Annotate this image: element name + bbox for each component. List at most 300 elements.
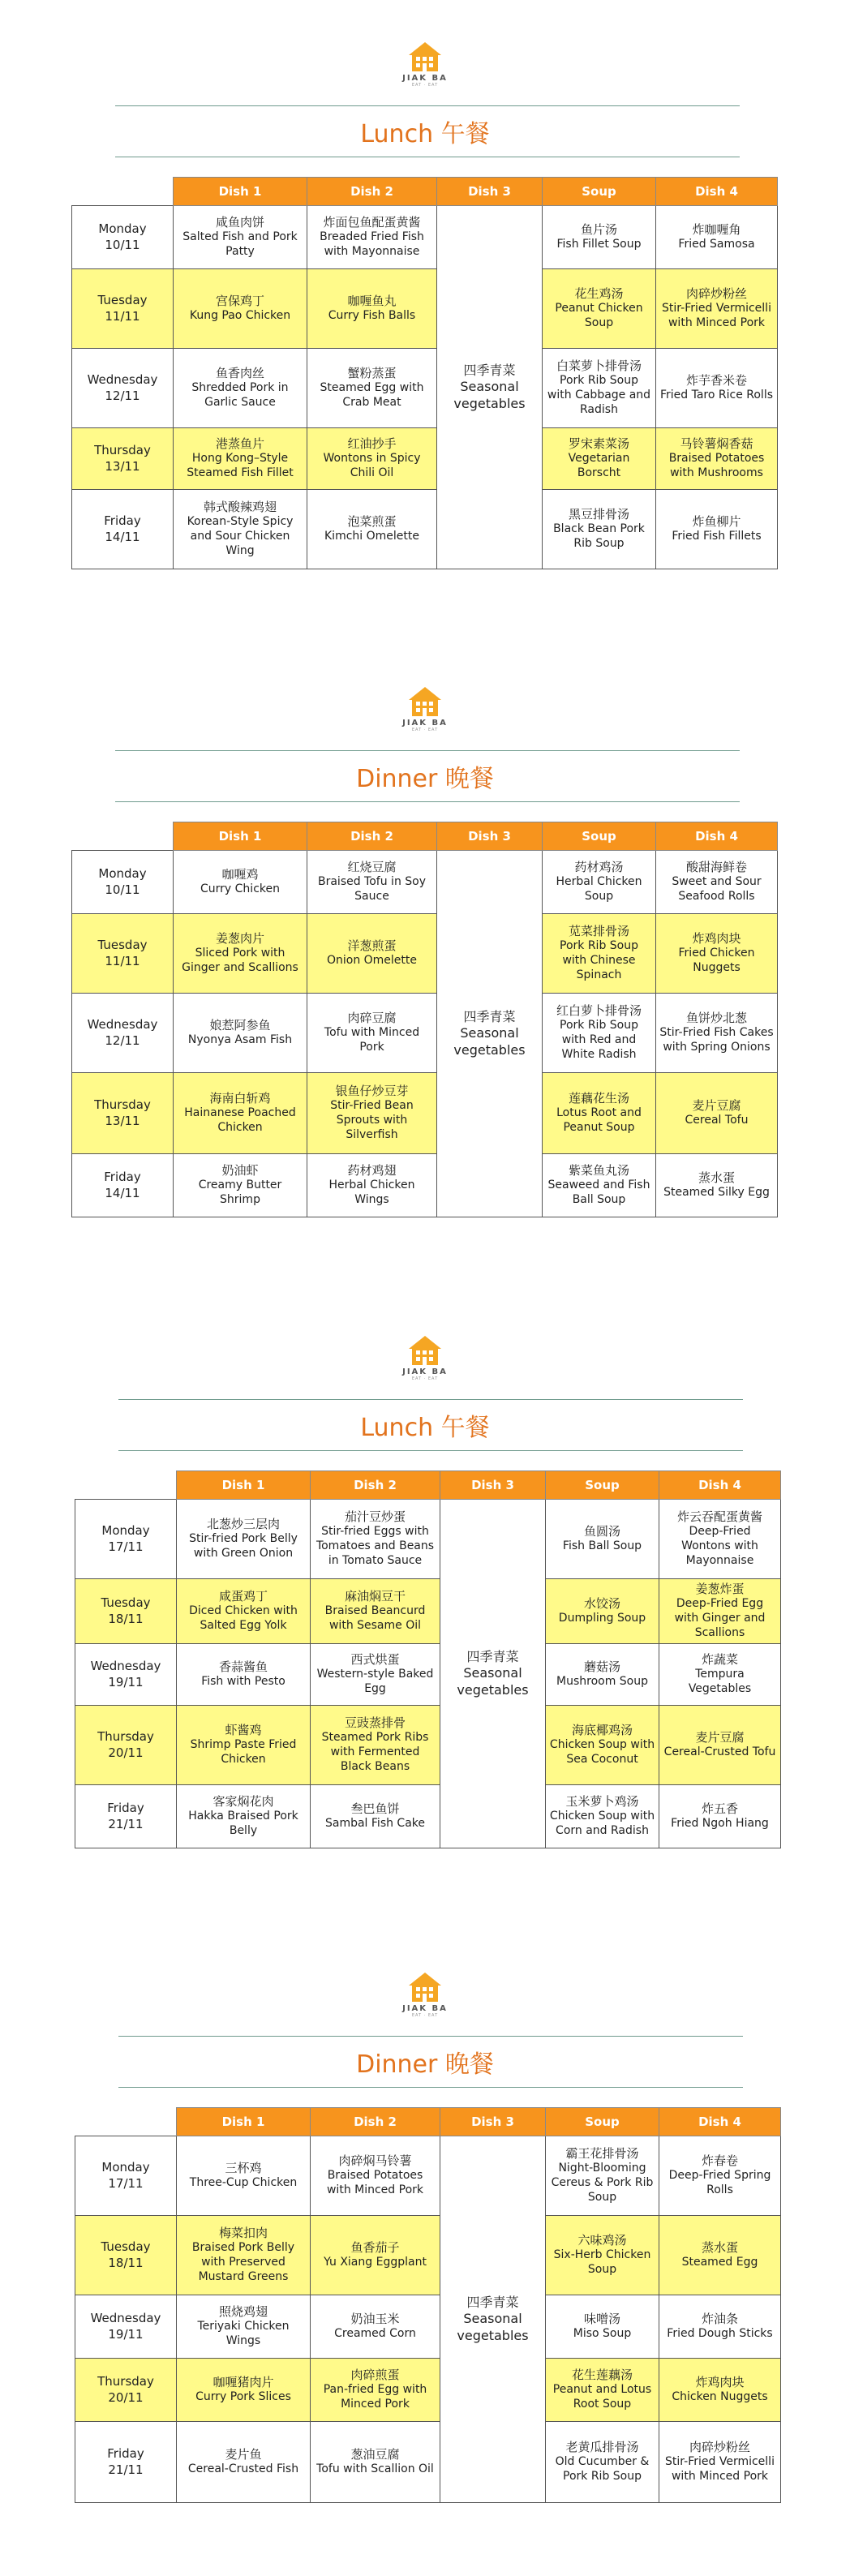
dish2-cell (311, 2295, 440, 2359)
dish4-cell (659, 1706, 781, 1785)
dish4-cell (656, 1154, 778, 1217)
dish2-cell (311, 2422, 440, 2503)
dish2-cell (307, 206, 437, 269)
header-dish1: Dish 1 (177, 2108, 311, 2136)
header-soup: Soup (546, 1471, 659, 1500)
soup-cell (543, 490, 656, 569)
dish-name-cn: 北葱炒三层肉 (206, 1517, 280, 1531)
dish-name-en: Kung Pao Chicken (189, 309, 291, 323)
dish-name-cn: 海底椰鸡汤 (571, 1723, 633, 1737)
dish-name-en: Cereal Tofu (685, 1114, 749, 1127)
title-rule-top (115, 105, 740, 106)
dish1-cell (174, 1073, 307, 1154)
header-dish1: Dish 1 (174, 822, 307, 851)
title-rule-bottom (118, 1450, 743, 1451)
menu-row (75, 2359, 781, 2422)
dish-name-en: Shredded Pork in Garlic Sauce (191, 381, 289, 410)
dish-name-cn: 炸春卷 (701, 2153, 738, 2168)
day-cell (72, 1154, 174, 1217)
dish-name-cn: 韩式酸辣鸡翅 (203, 500, 277, 515)
dish-name-en: Seaweed and Fish Ball Soup (547, 1179, 650, 1207)
dish-name-en: Fried Dough Sticks (667, 2327, 773, 2341)
menu-row (75, 2295, 781, 2359)
day-name: Wednesday (87, 372, 158, 388)
menu-title: Dinner 晚餐 (356, 765, 494, 793)
dish3-seasonal-vegetables (437, 851, 543, 1217)
menu-title: Lunch 午餐 (360, 120, 490, 148)
dish-name-cn: 老黄瓜排骨汤 (565, 2440, 639, 2454)
dish-name-cn: 鱼香肉丝 (215, 366, 264, 380)
brand-name: JIAK BA (402, 74, 448, 83)
dish-name-en: Shrimp Paste Fried Chicken (190, 1738, 297, 1767)
day-date: 19/11 (108, 1674, 144, 1689)
day-name: Tuesday (97, 293, 148, 308)
day-date: 20/11 (108, 1745, 144, 1760)
soup-cell (546, 2136, 659, 2216)
dish4-cell (659, 1579, 781, 1644)
dish-name-en: Cereal-Crusted Fish (187, 2462, 299, 2476)
menu-row (72, 1154, 778, 1217)
dish2-cell (307, 914, 437, 994)
dish-name-en: Braised Potatoes with Mushrooms (668, 452, 765, 480)
dish2-cell (307, 269, 437, 349)
dish1-cell (177, 2295, 311, 2359)
dish4-cell (656, 349, 778, 428)
menu-row (72, 428, 778, 490)
dish-name-en: Stir-fried Eggs with Tomatoes and Beans in Tomato Sauce (316, 1525, 435, 1568)
day-cell (72, 428, 174, 490)
dish1-cell (174, 1154, 307, 1217)
header-dish2: Dish 2 (307, 822, 437, 851)
dish-name-en: Creamy Butter Shrimp (198, 1179, 282, 1207)
dish-name-cn: 花生鸡汤 (574, 286, 624, 301)
dish3-name-en: Seasonal vegetables (453, 1025, 526, 1058)
dish-name-cn: 鱼圆汤 (583, 1523, 620, 1539)
dish4-cell (656, 428, 778, 490)
dish-name-en: Curry Chicken (200, 882, 280, 896)
day-name: Monday (98, 221, 147, 237)
soup-cell (546, 1500, 659, 1579)
dish-name-en: Fried Samosa (678, 238, 755, 251)
dish-name-cn: 奶油玉米 (350, 2311, 400, 2326)
dish3-name-cn: 四季青菜 (463, 1008, 516, 1024)
dish2-cell (311, 1706, 440, 1785)
dish3-name-cn: 四季青菜 (466, 1648, 519, 1664)
day-date: 17/11 (108, 2175, 144, 2191)
soup-cell (546, 1706, 659, 1785)
day-name: Monday (98, 866, 147, 882)
dish-name-en: Chicken Nuggets (672, 2390, 768, 2404)
dish4-cell (656, 1073, 778, 1154)
jiak-ba-logo (393, 41, 457, 97)
dish4-cell (659, 2422, 781, 2503)
dish-name-cn: 麦片鱼 (225, 2446, 262, 2462)
dish3-name-cn: 四季青菜 (463, 362, 516, 378)
dish-name-cn: 红白萝卜排骨汤 (556, 1003, 642, 1019)
dish4-cell (656, 994, 778, 1073)
dish-name-en: Lotus Root and Peanut Soup (556, 1106, 642, 1135)
soup-cell (543, 206, 656, 269)
dish-name-cn: 白菜萝卜排骨汤 (556, 358, 642, 374)
day-cell (72, 1073, 174, 1154)
header-dish2: Dish 2 (307, 178, 437, 206)
dish1-cell (174, 269, 307, 349)
dish-name-en: Nyonya Asam Fish (187, 1033, 293, 1047)
dish-name-cn: 麦片豆腐 (695, 1729, 745, 1745)
dish1-cell (174, 428, 307, 490)
dish-name-cn: 六味鸡汤 (577, 2233, 627, 2248)
dish-name-cn: 洋葱煎蛋 (347, 938, 397, 953)
dish2-cell (307, 490, 437, 569)
dish-name-en: Dumpling Soup (558, 1612, 646, 1625)
dish-name-en: Black Bean Pork Rib Soup (553, 522, 645, 551)
header-dish3: Dish 3 (437, 822, 543, 851)
dish-name-en: Onion Omelette (326, 954, 418, 968)
dish-name-en: Hainanese Poached Chicken (184, 1106, 296, 1135)
soup-cell (546, 2295, 659, 2359)
dish-name-cn: 蒸水蛋 (701, 2239, 738, 2255)
dish-name-cn: 宫保鸡丁 (215, 293, 264, 308)
header-day (72, 178, 174, 206)
dish-name-en: Creamed Corn (334, 2327, 416, 2341)
dish4-cell (659, 2359, 781, 2422)
dish-name-en: Stir-Fried Vermicelli with Minced Pork (665, 2455, 775, 2484)
dish4-cell (659, 2136, 781, 2216)
menu-title: Lunch 午餐 (360, 1414, 490, 1442)
title-rule-top (118, 1399, 743, 1400)
dish-name-en: Sweet and Sour Seafood Rolls (672, 875, 762, 904)
dish1-cell (177, 1500, 311, 1579)
dish-name-cn: 海南白斩鸡 (209, 1091, 271, 1106)
day-name: Friday (104, 513, 141, 529)
dish-name-en: Braised Potatoes with Minced Pork (326, 2169, 423, 2197)
menu-row (72, 914, 778, 994)
dish-name-en: Chicken Soup with Corn and Radish (549, 1810, 655, 1838)
dish-name-en: Tofu with Scallion Oil (316, 2462, 434, 2476)
dish-name-cn: 娘惹阿参鱼 (209, 1017, 271, 1033)
dish-name-cn: 三杯鸡 (225, 2160, 262, 2175)
day-name: Thursday (94, 443, 151, 458)
dish-name-cn: 花生莲藕汤 (571, 2368, 633, 2382)
lunch-menu-week2 (0, 1294, 850, 1910)
soup-cell (543, 851, 656, 914)
dish-name-en: Wontons in Spicy Chili Oil (323, 452, 421, 480)
dish-name-cn: 银鱼仔炒豆芽 (335, 1084, 409, 1099)
day-cell (72, 206, 174, 269)
day-cell (72, 914, 174, 994)
dish2-cell (311, 1785, 440, 1848)
dish1-cell (174, 349, 307, 428)
day-name: Tuesday (97, 938, 148, 953)
dish-name-cn: 炸鸡肉块 (695, 2374, 745, 2389)
dish-name-en: Old Cucumber & Pork Rib Soup (555, 2455, 650, 2484)
dish-name-en: Six-Herb Chicken Soup (553, 2248, 651, 2277)
dish3-seasonal-vegetables (440, 1500, 546, 1848)
dish-name-en: Pork Rib Soup with Red and White Radish (560, 1019, 638, 1062)
dish-name-cn: 肉碎焖马铃薯 (338, 2153, 412, 2168)
dish-name-en: Korean-Style Spicy and Sour Chicken Wing (187, 515, 294, 558)
soup-cell (543, 428, 656, 490)
brand-name: JIAK BA (402, 2004, 448, 2013)
dish-name-cn: 鱼香茄子 (350, 2239, 400, 2255)
dinner-menu-week2 (0, 1930, 850, 2563)
dish2-cell (311, 1579, 440, 1644)
dish-name-cn: 咸蛋鸡丁 (218, 1589, 268, 1604)
menu-row (75, 1500, 781, 1579)
dish-name-cn: 鱼片汤 (580, 221, 617, 237)
day-date: 18/11 (108, 2255, 144, 2270)
dish3-seasonal-vegetables (440, 2136, 546, 2503)
dish2-cell (307, 349, 437, 428)
soup-cell (546, 2216, 659, 2295)
day-cell (75, 2136, 177, 2216)
dish-name-cn: 苋菜排骨汤 (568, 924, 629, 939)
menu-table (75, 2107, 781, 2503)
jiak-ba-logo (393, 685, 457, 742)
soup-cell (543, 349, 656, 428)
dish-name-en: Steamed Egg with Crab Meat (320, 381, 424, 410)
dish1-cell (177, 2359, 311, 2422)
dish-name-en: Curry Fish Balls (328, 309, 416, 323)
dish-name-cn: 咖喱猪肉片 (212, 2374, 274, 2389)
day-name: Friday (107, 2446, 144, 2462)
soup-cell (546, 2422, 659, 2503)
day-cell (72, 851, 174, 914)
dish-name-cn: 蘑菇汤 (583, 1659, 620, 1674)
dish2-cell (311, 2136, 440, 2216)
soup-cell (546, 1644, 659, 1706)
header-soup: Soup (546, 2108, 659, 2136)
dish-name-cn: 马铃薯焖香菇 (680, 436, 753, 451)
house-icon (406, 41, 444, 73)
day-name: Tuesday (101, 1595, 151, 1611)
dish-name-cn: 咖喱鸡 (221, 866, 259, 882)
dish-name-en: Deep-Fried Egg with Ginger and Scallions (674, 1597, 766, 1640)
day-cell (75, 1579, 177, 1644)
dish-name-cn: 莲藕花生汤 (568, 1091, 629, 1106)
dish-name-cn: 紫菜鱼丸汤 (568, 1163, 629, 1178)
header-soup: Soup (543, 822, 656, 851)
day-date: 21/11 (108, 1816, 144, 1831)
day-name: Wednesday (90, 1659, 161, 1674)
dish-name-en: Three-Cup Chicken (189, 2176, 298, 2190)
dish-name-en: Fish with Pesto (201, 1675, 285, 1689)
dish-name-cn: 炸鸡肉块 (692, 931, 741, 946)
dish-name-cn: 泡菜煎蛋 (347, 513, 397, 529)
dish2-cell (311, 2359, 440, 2422)
dish-name-cn: 炸油条 (701, 2311, 738, 2326)
dish3-name-en: Seasonal vegetables (457, 2311, 529, 2343)
menu-row (75, 1579, 781, 1644)
dish-name-en: Braised Tofu in Soy Sauce (317, 875, 426, 904)
dish1-cell (177, 1785, 311, 1848)
lunch-menu-week1 (0, 0, 850, 616)
day-cell (75, 1644, 177, 1706)
dish-name-cn: 肉碎煎蛋 (350, 2368, 400, 2382)
dish1-cell (174, 851, 307, 914)
dish-name-cn: 肉碎豆腐 (347, 1011, 397, 1025)
dish4-cell (659, 2216, 781, 2295)
dish4-cell (656, 269, 778, 349)
dish-name-cn: 炸鱼柳片 (692, 513, 741, 529)
dish-name-cn: 奶油虾 (221, 1163, 259, 1178)
dish4-cell (656, 851, 778, 914)
dish-name-cn: 西式烘蛋 (350, 1652, 400, 1667)
day-date: 21/11 (108, 2462, 144, 2477)
dish-name-cn: 黑豆排骨汤 (568, 507, 629, 522)
dish-name-cn: 豆豉蒸排骨 (344, 1715, 406, 1731)
dish-name-cn: 咸鱼肉饼 (215, 215, 264, 230)
day-cell (72, 994, 174, 1073)
brand-tagline: EAT · EAT (411, 2013, 439, 2018)
day-name: Friday (104, 1170, 141, 1185)
dish-name-en: Steamed Egg (681, 2256, 758, 2269)
day-date: 11/11 (105, 953, 140, 968)
dish-name-cn: 虾酱鸡 (225, 1723, 262, 1737)
dish-name-en: Fried Ngoh Hiang (671, 1817, 769, 1831)
dinner-menu-week1 (0, 645, 850, 1261)
dish-name-en: Fried Fish Fillets (672, 530, 762, 543)
dish-name-en: Deep-Fried Spring Rolls (668, 2169, 771, 2197)
header-dish1: Dish 1 (174, 178, 307, 206)
header-dish4: Dish 4 (656, 178, 778, 206)
header-dish4: Dish 4 (659, 2108, 781, 2136)
menu-row (75, 1706, 781, 1785)
dish-name-cn: 药材鸡翅 (347, 1163, 397, 1178)
dish4-cell (659, 2295, 781, 2359)
dish-name-en: Steamed Pork Ribs with Fermented Black Beans (321, 1731, 429, 1774)
day-name: Thursday (97, 1729, 154, 1745)
dish-name-en: Mushroom Soup (556, 1675, 648, 1689)
dish-name-cn: 水饺汤 (583, 1595, 620, 1611)
day-date: 13/11 (105, 458, 140, 474)
dish-name-en: Sambal Fish Cake (324, 1817, 426, 1831)
title-rule-bottom (115, 801, 740, 802)
dish3-name-en: Seasonal vegetables (457, 1665, 529, 1698)
header-day (75, 1471, 177, 1500)
menu-title: Dinner 晚餐 (356, 2050, 494, 2079)
menu-row (75, 2422, 781, 2503)
dish-name-en: Western-style Baked Egg (316, 1668, 434, 1696)
dish-name-cn: 蟹粉蒸蛋 (347, 366, 397, 380)
day-cell (75, 2422, 177, 2503)
menu-table (71, 177, 778, 569)
dish-name-en: Hong Kong–Style Steamed Fish Fillet (187, 452, 294, 480)
day-cell (75, 2359, 177, 2422)
dish-name-cn: 炸云吞配蛋黄酱 (676, 1509, 762, 1525)
soup-cell (543, 994, 656, 1073)
dish-name-en: Vegetarian Borscht (568, 452, 630, 480)
dish-name-en: Stir-Fried Bean Sprouts with Silverfish (330, 1099, 414, 1142)
dish-name-cn: 肉碎炒粉丝 (685, 286, 747, 301)
dish-name-cn: 罗宋素菜汤 (568, 436, 629, 451)
dish-name-en: Fried Taro Rice Rolls (659, 389, 774, 402)
dish-name-cn: 港蒸鱼片 (215, 436, 264, 451)
menu-row (72, 490, 778, 569)
day-name: Wednesday (87, 1017, 158, 1033)
dish-name-cn: 茄汁豆炒蛋 (344, 1509, 406, 1525)
dish-name-cn: 梅菜扣肉 (218, 2226, 268, 2241)
dish-name-cn: 客家焖花肉 (212, 1794, 274, 1809)
dish-name-en: Pork Rib Soup with Chinese Spinach (560, 939, 638, 982)
dish-name-en: Deep-Fried Wontons with Mayonnaise (681, 1525, 758, 1568)
dish2-cell (307, 1154, 437, 1217)
dish2-cell (311, 2216, 440, 2295)
brand-tagline: EAT · EAT (411, 728, 439, 732)
dish2-cell (307, 851, 437, 914)
dish-name-cn: 红油抄手 (347, 436, 397, 451)
dish-name-cn: 药材鸡汤 (574, 860, 624, 874)
dish2-cell (311, 1644, 440, 1706)
day-cell (75, 1500, 177, 1579)
menu-row (72, 1073, 778, 1154)
menu-row (75, 2136, 781, 2216)
dish1-cell (177, 2422, 311, 2503)
dish4-cell (656, 914, 778, 994)
dish-name-cn: 蒸水蛋 (698, 1170, 735, 1185)
menu-table (75, 1470, 781, 1848)
header-dish3: Dish 3 (440, 1471, 546, 1500)
day-cell (75, 1706, 177, 1785)
dish-name-cn: 炸五香 (701, 1801, 738, 1816)
menu-table (71, 822, 778, 1217)
dish-name-en: Chicken Soup with Sea Coconut (549, 1738, 655, 1767)
soup-cell (546, 2359, 659, 2422)
dish-name-en: Stir-Fried Fish Cakes with Spring Onions (659, 1026, 774, 1054)
day-date: 20/11 (108, 2389, 144, 2405)
menu-row (75, 2216, 781, 2295)
dish-name-en: Cereal-Crusted Tofu (663, 1745, 776, 1759)
day-name: Monday (101, 2160, 150, 2175)
title-rule-bottom (118, 2087, 743, 2088)
dish-name-cn: 姜葱肉片 (215, 931, 264, 946)
day-cell (72, 269, 174, 349)
header-dish4: Dish 4 (659, 1471, 781, 1500)
dish-name-cn: 咖喱鱼丸 (347, 293, 397, 308)
dish-name-en: Hakka Braised Pork Belly (188, 1810, 298, 1838)
header-soup: Soup (543, 178, 656, 206)
dish-name-cn: 炸咖喱角 (692, 221, 741, 237)
dish-name-en: Pan-fried Egg with Minced Pork (323, 2383, 427, 2411)
dish4-cell (656, 490, 778, 569)
dish-name-cn: 香蒜酱鱼 (218, 1659, 268, 1674)
dish-name-en: Yu Xiang Eggplant (324, 2256, 427, 2269)
dish-name-en: Pork Rib Soup with Cabbage and Radish (547, 374, 651, 417)
title-rule-top (115, 750, 740, 751)
brand-name: JIAK BA (402, 1367, 448, 1376)
dish1-cell (174, 914, 307, 994)
day-name: Wednesday (90, 2311, 161, 2326)
dish-name-en: Stir-Fried Vermicelli with Minced Pork (662, 302, 771, 330)
dish-name-cn: 照烧鸡翅 (218, 2304, 268, 2319)
dish-name-cn: 霸王花排骨汤 (565, 2146, 639, 2162)
dish-name-en: Herbal Chicken Soup (556, 875, 642, 904)
dish3-seasonal-vegetables (437, 206, 543, 569)
house-icon (406, 1334, 444, 1367)
header-day (75, 2108, 177, 2136)
dish-name-en: Diced Chicken with Salted Egg Yolk (189, 1604, 298, 1633)
soup-cell (543, 1073, 656, 1154)
header-dish4: Dish 4 (656, 822, 778, 851)
dish2-cell (311, 1500, 440, 1579)
day-cell (75, 1785, 177, 1848)
dish3-name-cn: 四季青菜 (466, 2294, 519, 2310)
day-date: 10/11 (105, 882, 140, 897)
day-date: 19/11 (108, 2326, 144, 2342)
jiak-ba-logo (393, 1971, 457, 2028)
header-dish3: Dish 3 (440, 2108, 546, 2136)
header-dish1: Dish 1 (177, 1471, 311, 1500)
